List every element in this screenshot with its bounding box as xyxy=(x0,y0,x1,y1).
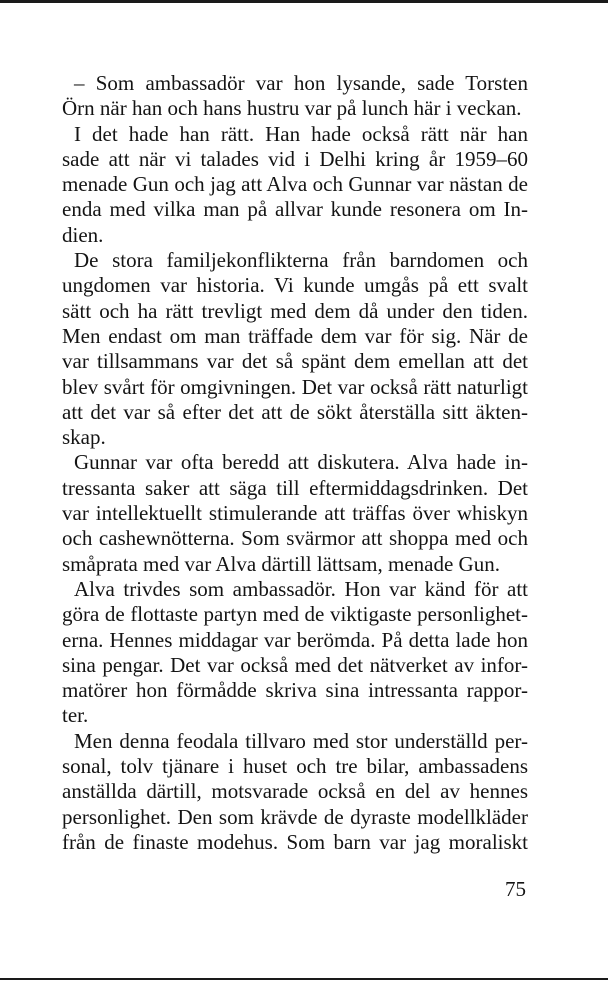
text-line: och cashewnötterna. Som svärmor att shoppa med och xyxy=(62,526,528,551)
text-line: erna. Hennes middagar var berömda. På detta lade hon xyxy=(62,627,528,652)
text-line: tressanta saker att säga till eftermiddagsdrinken. Det xyxy=(62,475,528,500)
text-line: småprata med var Alva därtill lättsam, menade Gun. xyxy=(62,551,500,576)
text-line: sina pengar. Det var också med det nätverket av infor- xyxy=(62,652,528,677)
text-line: sade att när vi talades vid i Delhi kring år 1959–60 xyxy=(62,146,528,171)
text-line: menade Gun och jag att Alva och Gunnar var nästan de xyxy=(62,172,528,197)
text-line: – Som ambassadör var hon lysande, sade Torsten xyxy=(74,71,528,95)
text-line: Men denna feodala tillvaro med stor underställd per- xyxy=(74,728,528,753)
text-line: ungdomen var historia. Vi kunde umgås på ett svalt xyxy=(62,273,528,298)
text-line: sätt och ha rätt trevligt med dem då under den tiden. xyxy=(62,298,528,323)
text-line: dien. xyxy=(62,222,104,247)
text-line: var intellektuellt stimulerande att träffas över whiskyn xyxy=(62,501,528,526)
text-line: sonal, tolv tjänare i huset och tre bilar, ambassadens xyxy=(62,754,528,779)
text-line: skap. xyxy=(62,425,106,450)
bottom-edge-rule xyxy=(0,978,608,980)
text-line: I det hade han rätt. Han hade också rätt när han xyxy=(74,121,528,146)
text-line: Alva trivdes som ambassadör. Hon var känd för att xyxy=(74,576,528,601)
text-line: från de finaste modehus. Som barn var jag moraliskt xyxy=(62,829,528,854)
text-line: var tillsammans var det så spänt dem emellan att det xyxy=(62,349,528,374)
body-text xyxy=(62,71,528,855)
text-line: enda med vilka man på allvar kunde resonera om In- xyxy=(62,197,528,222)
text-line: matörer hon förmådde skriva sina intressanta rappor- xyxy=(62,678,528,703)
text-line: blev svårt för omgivningen. Det var också rätt naturligt xyxy=(62,374,528,399)
page-number: 75 xyxy=(505,877,526,901)
text-line: Gunnar var ofta beredd att diskutera. Alva hade in- xyxy=(74,450,528,475)
text-line: Men endast om man träffade dem var för sig. När de xyxy=(62,323,528,348)
text-line: De stora familjekonflikterna från barndomen och xyxy=(74,248,528,273)
text-line: göra de flottaste partyn med de viktigaste personlighet- xyxy=(62,602,528,627)
text-line: anställda därtill, motsvarade också en del av hennes xyxy=(62,779,528,804)
top-edge-rule xyxy=(0,0,608,3)
text-line: ter. xyxy=(62,703,89,728)
text-line: att det var så efter det att de sökt återställa sitt äkten- xyxy=(62,399,528,424)
text-line: personlighet. Den som krävde de dyraste modellkläder xyxy=(62,804,528,829)
text-line: Örn när han och hans hustru var på lunch här i veckan. xyxy=(62,96,522,121)
